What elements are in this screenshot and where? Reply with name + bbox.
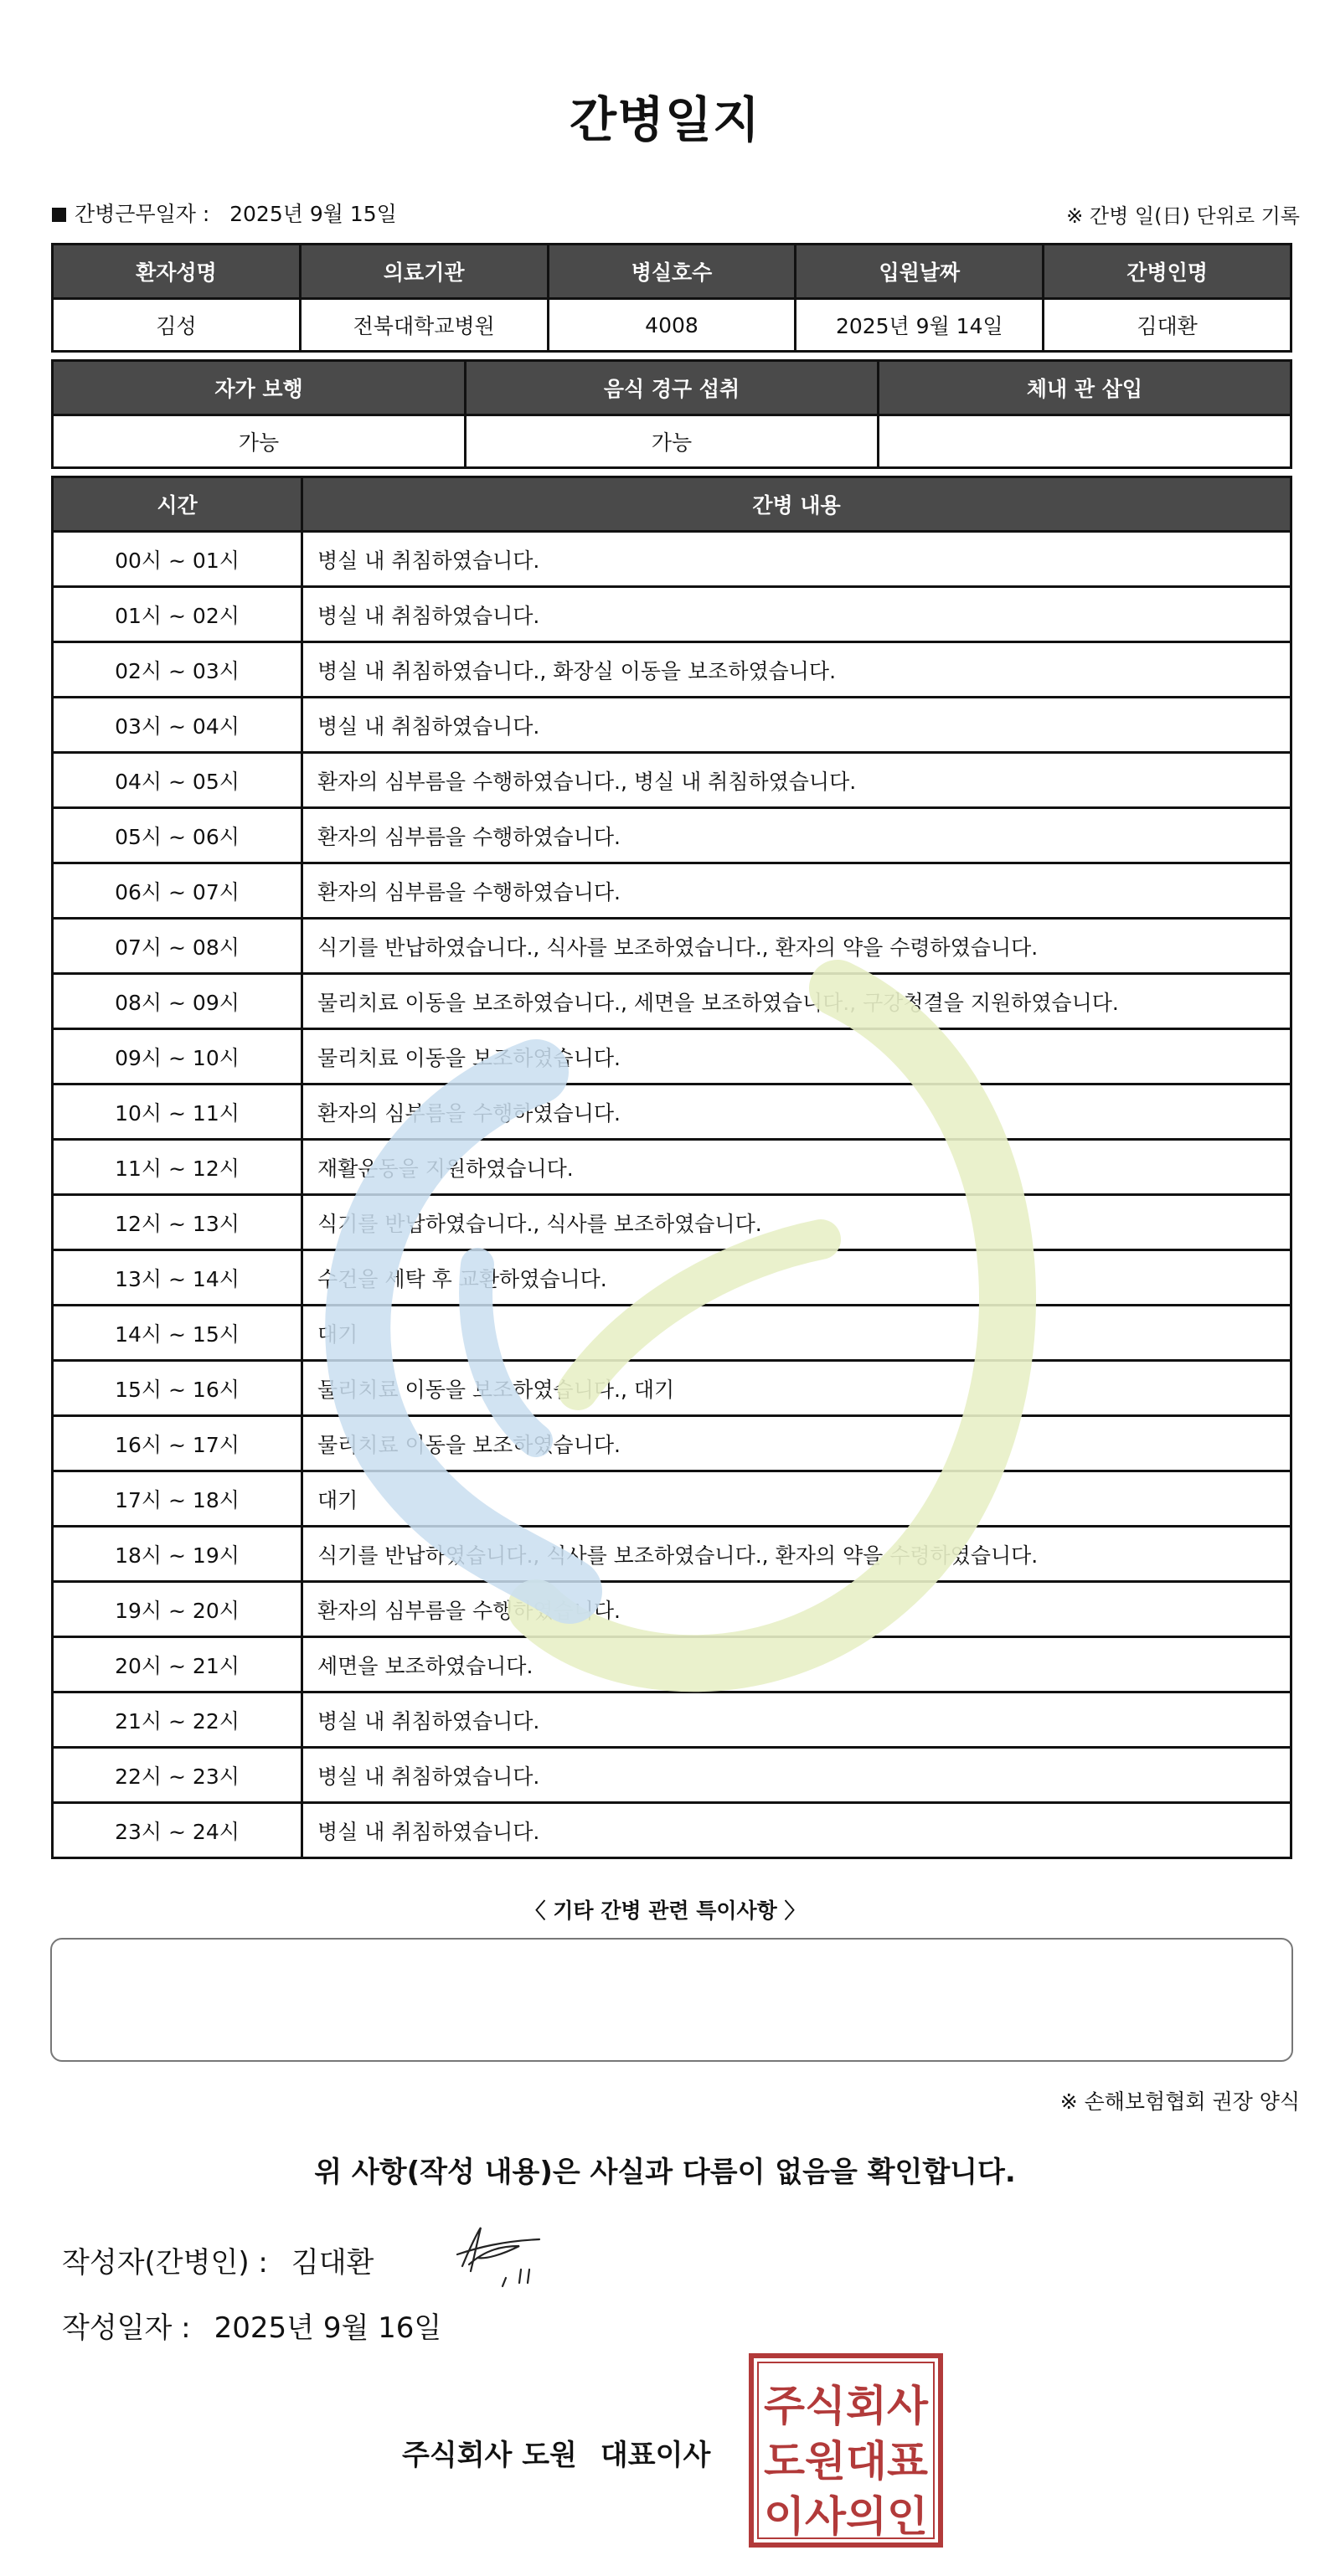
patient-status-table	[51, 359, 1292, 469]
header-tube-insertion: 체내 관 삽입	[879, 361, 1291, 415]
oral-intake-value: 가능	[466, 415, 879, 468]
page-title: 간병일지	[569, 91, 761, 148]
table-row	[53, 1195, 1291, 1250]
special-notes-title: 〈 기타 간병 관련 특이사항 〉	[524, 1899, 806, 1923]
header-patient-name: 환자성명	[53, 245, 301, 299]
table-row	[53, 1582, 1291, 1637]
admission-date: 2025년 9월 14일	[796, 299, 1044, 352]
table-row	[53, 808, 1291, 863]
hospital-name: 전북대학교병원	[300, 299, 548, 352]
care-content-cell: 수건을 세탁 후 교환하였습니다.	[302, 1250, 1291, 1306]
care-time-cell: 23시 ~ 24시	[53, 1803, 302, 1858]
header-caregiver: 간병인명	[1044, 245, 1291, 299]
care-content-cell: 병실 내 취침하였습니다.	[302, 1692, 1291, 1748]
confirmation-statement: 위 사항(작성 내용)은 사실과 다름이 없음을 확인합니다.	[314, 2156, 1016, 2189]
caregiver-name: 김대환	[1044, 299, 1291, 352]
care-content-cell: 재활운동을 지원하였습니다.	[302, 1140, 1291, 1195]
care-time-cell: 22시 ~ 23시	[53, 1748, 302, 1803]
written-date-line	[62, 2305, 441, 2346]
care-time-cell: 04시 ~ 05시	[53, 753, 302, 808]
care-content-cell: 대기	[302, 1306, 1291, 1361]
room-number: 4008	[548, 299, 796, 352]
care-time-cell: 01시 ~ 02시	[53, 587, 302, 642]
header-time: 시간	[53, 477, 302, 532]
care-time-cell: 08시 ~ 09시	[53, 974, 302, 1029]
care-content-cell: 식기를 반납하였습니다., 식사를 보조하였습니다., 환자의 약을 수령하였습니다.	[302, 1527, 1291, 1582]
table-row	[53, 1637, 1291, 1692]
care-content-cell: 병실 내 취침하였습니다., 화장실 이동을 보조하였습니다.	[302, 642, 1291, 698]
header-admission-date: 입원날짜	[796, 245, 1044, 299]
stamp-line-3: 이사의인	[764, 2492, 928, 2541]
care-time-cell: 10시 ~ 11시	[53, 1084, 302, 1140]
table-row	[53, 1692, 1291, 1748]
table-row	[53, 642, 1291, 698]
table-row	[53, 1084, 1291, 1140]
company-signature-line	[402, 2432, 710, 2473]
care-content-cell: 환자의 심부름을 수행하였습니다.	[302, 863, 1291, 919]
company-title: 대표이사	[600, 2439, 711, 2472]
care-content-cell: 병실 내 취침하였습니다.	[302, 1748, 1291, 1803]
care-content-cell: 대기	[302, 1471, 1291, 1527]
table-row	[53, 1250, 1291, 1306]
table-row	[53, 1306, 1291, 1361]
care-content-cell: 물리치료 이동을 보조하였습니다.	[302, 1416, 1291, 1471]
care-content-cell: 병실 내 취침하였습니다.	[302, 698, 1291, 753]
care-time-cell: 18시 ~ 19시	[53, 1527, 302, 1582]
care-content-cell: 병실 내 취침하였습니다.	[302, 1803, 1291, 1858]
company-name: 주식회사 도원	[402, 2439, 577, 2472]
care-time-cell: 14시 ~ 15시	[53, 1306, 302, 1361]
stamp-line-1: 주식회사	[764, 2382, 929, 2430]
care-time-cell: 20시 ~ 21시	[53, 1637, 302, 1692]
care-time-cell: 03시 ~ 04시	[53, 698, 302, 753]
writer-name: 김대환	[291, 2246, 374, 2280]
care-time-cell: 05시 ~ 06시	[53, 808, 302, 863]
table-row	[53, 532, 1291, 587]
stamp-line-2: 도원대표	[764, 2437, 929, 2486]
writer-label: 작성자(간병인) :	[62, 2246, 268, 2280]
table-row	[53, 1361, 1291, 1416]
care-time-cell: 09시 ~ 10시	[53, 1029, 302, 1084]
care-time-cell: 11시 ~ 12시	[53, 1140, 302, 1195]
work-date-value: 2025년 9월 15일	[229, 202, 397, 226]
table-row	[53, 1527, 1291, 1582]
bullet-square-icon	[52, 208, 66, 222]
table-row	[53, 974, 1291, 1029]
care-time-cell: 12시 ~ 13시	[53, 1195, 302, 1250]
care-time-cell: 21시 ~ 22시	[53, 1692, 302, 1748]
table-row	[53, 863, 1291, 919]
table-row	[53, 1029, 1291, 1084]
care-content-cell: 환자의 심부름을 수행하였습니다., 병실 내 취침하였습니다.	[302, 753, 1291, 808]
care-content-cell: 물리치료 이동을 보조하였습니다., 세면을 보조하였습니다., 구강청결을 지원하였습니다.	[302, 974, 1291, 1029]
care-content-cell: 환자의 심부름을 수행하였습니다.	[302, 1582, 1291, 1637]
written-date-value: 2025년 9월 16일	[214, 2311, 442, 2345]
care-time-cell: 16시 ~ 17시	[53, 1416, 302, 1471]
care-content-cell: 병실 내 취침하였습니다.	[302, 587, 1291, 642]
header-room: 병실호수	[548, 245, 796, 299]
care-content-cell: 병실 내 취침하였습니다.	[302, 532, 1291, 587]
written-date-label: 작성일자 :	[62, 2311, 191, 2345]
table-row	[53, 1416, 1291, 1471]
handwritten-signature	[452, 2216, 544, 2291]
header-self-walking: 자가 보행	[53, 361, 466, 415]
care-time-cell: 19시 ~ 20시	[53, 1582, 302, 1637]
special-notes-box	[50, 1938, 1293, 2062]
care-time-cell: 07시 ~ 08시	[53, 919, 302, 974]
care-time-cell: 17시 ~ 18시	[53, 1471, 302, 1527]
writer-line	[62, 2239, 374, 2280]
form-source-note: ※ 손해보험협회 권장 양식	[1059, 2089, 1300, 2114]
care-content-cell: 물리치료 이동을 보조하였습니다.	[302, 1029, 1291, 1084]
care-time-cell: 15시 ~ 16시	[53, 1361, 302, 1416]
care-content-cell: 식기를 반납하였습니다., 식사를 보조하였습니다., 환자의 약을 수령하였습니다.	[302, 919, 1291, 974]
care-time-cell: 00시 ~ 01시	[53, 532, 302, 587]
care-content-cell: 환자의 심부름을 수행하였습니다.	[302, 808, 1291, 863]
patient-name: 김성	[53, 299, 301, 352]
table-row	[53, 1140, 1291, 1195]
self-walking-value: 가능	[53, 415, 466, 468]
company-seal-stamp	[749, 2353, 943, 2548]
care-time-cell: 13시 ~ 14시	[53, 1250, 302, 1306]
table-row	[53, 919, 1291, 974]
table-row	[53, 1471, 1291, 1527]
table-row	[53, 1803, 1291, 1858]
table-row	[53, 753, 1291, 808]
care-time-cell: 02시 ~ 03시	[53, 642, 302, 698]
unit-note: ※ 간병 일(日) 단위로 기록	[1066, 204, 1300, 228]
care-time-cell: 06시 ~ 07시	[53, 863, 302, 919]
patient-info-table	[51, 243, 1292, 353]
care-content-cell: 세면을 보조하였습니다.	[302, 1637, 1291, 1692]
care-content-cell: 환자의 심부름을 수행하였습니다.	[302, 1084, 1291, 1140]
work-date-label: 간병근무일자 :	[75, 202, 210, 226]
tube-insertion-value	[879, 415, 1291, 468]
table-row	[53, 587, 1291, 642]
header-oral-intake: 음식 경구 섭취	[466, 361, 879, 415]
table-row	[53, 1748, 1291, 1803]
work-date-line	[52, 198, 397, 228]
care-content-cell: 물리치료 이동을 보조하였습니다., 대기	[302, 1361, 1291, 1416]
table-row	[53, 698, 1291, 753]
header-care-content: 간병 내용	[302, 477, 1291, 532]
header-hospital: 의료기관	[300, 245, 548, 299]
care-content-cell: 식기를 반납하였습니다., 식사를 보조하였습니다.	[302, 1195, 1291, 1250]
care-log-table	[51, 476, 1292, 1859]
